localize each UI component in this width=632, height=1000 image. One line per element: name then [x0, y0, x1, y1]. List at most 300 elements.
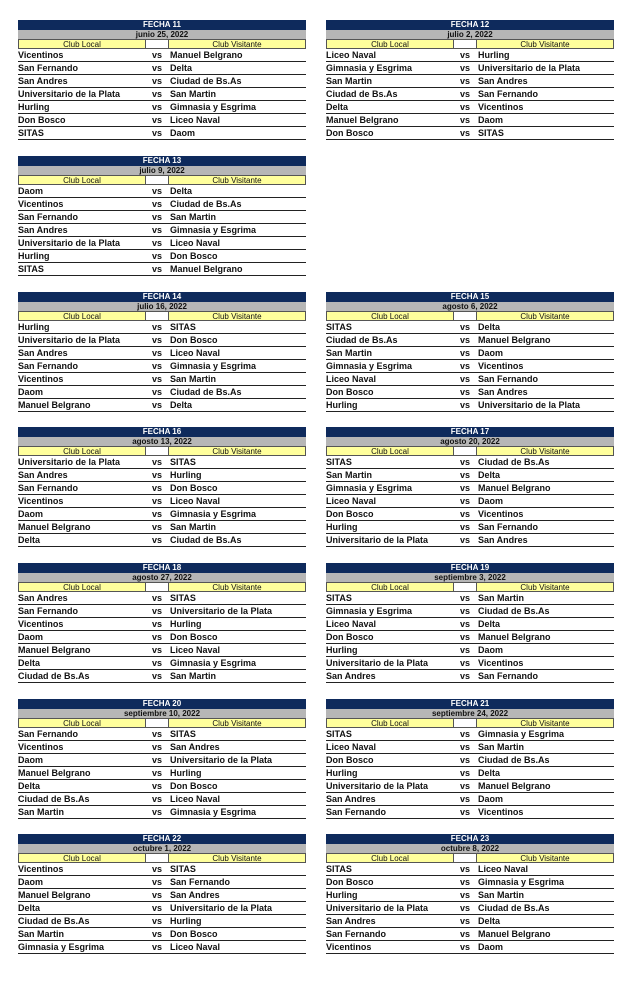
vs-label: vs	[460, 742, 471, 752]
away-team: Gimnasia y Esgrima	[478, 877, 565, 887]
fecha-block	[18, 20, 306, 140]
header-local: Club Local	[326, 311, 454, 321]
match-row	[326, 75, 614, 88]
fecha-date: agosto 27, 2022	[18, 573, 306, 582]
home-team: Hurling	[18, 102, 50, 112]
match-row	[326, 386, 614, 399]
vs-label: vs	[460, 619, 471, 629]
away-team: Hurling	[170, 916, 202, 926]
fecha-title: FECHA 23	[326, 834, 614, 844]
home-team: Gimnasia y Esgrima	[18, 942, 105, 952]
header-visitante: Club Visitante	[476, 39, 614, 49]
home-team: SITAS	[326, 729, 352, 739]
vs-label: vs	[460, 794, 471, 804]
header-spacer	[146, 582, 168, 592]
header-spacer	[454, 853, 476, 863]
home-team: Hurling	[326, 890, 358, 900]
match-row	[326, 127, 614, 140]
vs-label: vs	[460, 63, 471, 73]
column-header	[18, 311, 306, 321]
home-team: Liceo Naval	[326, 619, 377, 629]
vs-label: vs	[460, 864, 471, 874]
match-row	[18, 806, 306, 819]
home-team: Manuel Belgrano	[18, 768, 91, 778]
match-row	[326, 631, 614, 644]
match-row	[18, 767, 306, 780]
match-row	[18, 534, 306, 547]
away-team: Ciudad de Bs.As	[170, 387, 242, 397]
vs-label: vs	[152, 348, 163, 358]
away-team: Delta	[478, 619, 501, 629]
fecha-date: septiembre 10, 2022	[18, 709, 306, 718]
fecha-date: octubre 8, 2022	[326, 844, 614, 853]
match-row	[18, 373, 306, 386]
fecha-title: FECHA 17	[326, 427, 614, 437]
header-local: Club Local	[326, 39, 454, 49]
home-team: Don Bosco	[326, 128, 374, 138]
vs-label: vs	[152, 89, 163, 99]
away-team: Hurling	[170, 470, 202, 480]
fecha-block	[326, 834, 614, 954]
away-team: Manuel Belgrano	[170, 50, 243, 60]
away-team: Liceo Naval	[170, 238, 221, 248]
home-team: Ciudad de Bs.As	[326, 89, 398, 99]
match-row	[326, 508, 614, 521]
home-team: SITAS	[18, 128, 44, 138]
away-team: San Andres	[170, 890, 220, 900]
header-local: Club Local	[326, 718, 454, 728]
match-row	[18, 101, 306, 114]
home-team: Vicentinos	[18, 50, 64, 60]
home-team: Universitario de la Plata	[326, 658, 429, 668]
match-row	[326, 780, 614, 793]
away-team: Universitario de la Plata	[170, 903, 273, 913]
vs-label: vs	[152, 212, 163, 222]
home-team: San Martin	[326, 348, 373, 358]
header-visitante: Club Visitante	[168, 718, 306, 728]
home-team: Universitario de la Plata	[18, 89, 121, 99]
home-team: Gimnasia y Esgrima	[326, 483, 413, 493]
header-visitante: Club Visitante	[168, 175, 306, 185]
vs-label: vs	[152, 76, 163, 86]
fecha-date: junio 25, 2022	[18, 30, 306, 39]
home-team: San Fernando	[326, 929, 387, 939]
home-team: San Andres	[326, 916, 376, 926]
header-visitante: Club Visitante	[476, 446, 614, 456]
home-team: Daom	[18, 755, 44, 765]
home-team: Don Bosco	[326, 632, 374, 642]
vs-label: vs	[152, 619, 163, 629]
away-team: Vicentinos	[478, 807, 524, 817]
match-row	[326, 915, 614, 928]
vs-label: vs	[460, 76, 471, 86]
home-team: San Fernando	[18, 63, 79, 73]
match-row	[326, 88, 614, 101]
fecha-block	[18, 292, 306, 412]
fecha-date: agosto 20, 2022	[326, 437, 614, 446]
vs-label: vs	[152, 942, 163, 952]
home-team: San Fernando	[18, 212, 79, 222]
away-team: Vicentinos	[478, 658, 524, 668]
home-team: Universitario de la Plata	[326, 781, 429, 791]
away-team: Hurling	[170, 619, 202, 629]
match-row	[326, 373, 614, 386]
vs-label: vs	[152, 102, 163, 112]
vs-label: vs	[460, 916, 471, 926]
fecha-date: agosto 13, 2022	[18, 437, 306, 446]
vs-label: vs	[460, 606, 471, 616]
away-team: Vicentinos	[478, 509, 524, 519]
vs-label: vs	[152, 606, 163, 616]
vs-label: vs	[460, 361, 471, 371]
match-row	[18, 263, 306, 276]
fecha-date: octubre 1, 2022	[18, 844, 306, 853]
vs-label: vs	[152, 522, 163, 532]
match-row	[18, 754, 306, 767]
home-team: San Andres	[18, 76, 68, 86]
vs-label: vs	[152, 742, 163, 752]
vs-label: vs	[460, 903, 471, 913]
column-header	[18, 175, 306, 185]
match-row	[326, 534, 614, 547]
match-row	[18, 793, 306, 806]
home-team: San Andres	[18, 593, 68, 603]
vs-label: vs	[152, 671, 163, 681]
vs-label: vs	[152, 877, 163, 887]
match-row	[18, 876, 306, 889]
home-team: San Fernando	[18, 361, 79, 371]
home-team: Vicentinos	[18, 199, 64, 209]
vs-label: vs	[460, 483, 471, 493]
match-row	[18, 347, 306, 360]
away-team: San Martin	[170, 89, 217, 99]
away-team: Gimnasia y Esgrima	[478, 729, 565, 739]
away-team: San Andres	[478, 76, 528, 86]
away-team: Don Bosco	[170, 483, 218, 493]
match-row	[326, 62, 614, 75]
vs-label: vs	[152, 335, 163, 345]
match-row	[18, 618, 306, 631]
home-team: Manuel Belgrano	[18, 890, 91, 900]
fecha-title: FECHA 14	[18, 292, 306, 302]
column-header	[326, 582, 614, 592]
fecha-block	[18, 834, 306, 954]
match-row	[326, 347, 614, 360]
header-spacer	[454, 311, 476, 321]
away-team: Manuel Belgrano	[478, 632, 551, 642]
away-team: Delta	[170, 400, 193, 410]
away-team: Gimnasia y Esgrima	[170, 361, 257, 371]
away-team: Ciudad de Bs.As	[478, 903, 550, 913]
header-spacer	[146, 175, 168, 185]
match-row	[326, 321, 614, 334]
fecha-title: FECHA 19	[326, 563, 614, 573]
vs-label: vs	[152, 807, 163, 817]
match-row	[326, 334, 614, 347]
home-team: Universitario de la Plata	[18, 457, 121, 467]
vs-label: vs	[152, 470, 163, 480]
match-row	[326, 495, 614, 508]
home-team: Daom	[18, 877, 44, 887]
away-team: Manuel Belgrano	[478, 781, 551, 791]
fecha-date: septiembre 3, 2022	[326, 573, 614, 582]
home-team: Hurling	[18, 251, 50, 261]
away-team: Delta	[478, 768, 501, 778]
away-team: Liceo Naval	[170, 348, 221, 358]
match-row	[18, 198, 306, 211]
fecha-block	[326, 699, 614, 819]
vs-label: vs	[152, 729, 163, 739]
away-team: San Andres	[478, 387, 528, 397]
header-visitante: Club Visitante	[168, 582, 306, 592]
header-visitante: Club Visitante	[168, 39, 306, 49]
match-row	[18, 780, 306, 793]
header-local: Club Local	[18, 582, 146, 592]
vs-label: vs	[460, 658, 471, 668]
home-team: Gimnasia y Esgrima	[326, 361, 413, 371]
vs-label: vs	[152, 768, 163, 778]
away-team: Universitario de la Plata	[170, 755, 273, 765]
away-team: Vicentinos	[478, 361, 524, 371]
home-team: Manuel Belgrano	[18, 400, 91, 410]
fecha-title: FECHA 12	[326, 20, 614, 30]
away-team: SITAS	[170, 864, 196, 874]
vs-label: vs	[152, 199, 163, 209]
away-team: Manuel Belgrano	[170, 264, 243, 274]
home-team: San Andres	[326, 794, 376, 804]
away-team: Daom	[478, 348, 504, 358]
away-team: Gimnasia y Esgrima	[170, 807, 257, 817]
fecha-title: FECHA 11	[18, 20, 306, 30]
home-team: Manuel Belgrano	[18, 645, 91, 655]
home-team: Don Bosco	[326, 877, 374, 887]
home-team: Delta	[326, 102, 349, 112]
away-team: Liceo Naval	[170, 496, 221, 506]
header-spacer	[146, 446, 168, 456]
fecha-block	[18, 156, 306, 276]
match-row	[18, 644, 306, 657]
away-team: San Martin	[170, 374, 217, 384]
match-row	[18, 592, 306, 605]
vs-label: vs	[460, 890, 471, 900]
vs-label: vs	[460, 535, 471, 545]
away-team: Manuel Belgrano	[478, 335, 551, 345]
column-header	[18, 718, 306, 728]
away-team: Ciudad de Bs.As	[170, 199, 242, 209]
home-team: San Martin	[326, 76, 373, 86]
home-team: San Fernando	[18, 483, 79, 493]
vs-label: vs	[152, 916, 163, 926]
match-row	[326, 469, 614, 482]
vs-label: vs	[460, 322, 471, 332]
match-row	[18, 237, 306, 250]
match-row	[18, 211, 306, 224]
home-team: San Fernando	[18, 729, 79, 739]
fecha-title: FECHA 20	[18, 699, 306, 709]
away-team: San Andres	[478, 535, 528, 545]
home-team: Vicentinos	[18, 374, 64, 384]
away-team: Liceo Naval	[170, 645, 221, 655]
header-visitante: Club Visitante	[476, 582, 614, 592]
away-team: San Fernando	[478, 374, 539, 384]
vs-label: vs	[460, 729, 471, 739]
header-local: Club Local	[18, 175, 146, 185]
vs-label: vs	[460, 115, 471, 125]
vs-label: vs	[152, 890, 163, 900]
column-header	[326, 39, 614, 49]
fecha-block	[326, 427, 614, 547]
match-row	[18, 399, 306, 412]
home-team: Daom	[18, 387, 44, 397]
vs-label: vs	[152, 483, 163, 493]
match-row	[18, 482, 306, 495]
home-team: Hurling	[326, 400, 358, 410]
vs-label: vs	[460, 509, 471, 519]
vs-label: vs	[152, 50, 163, 60]
match-row	[326, 741, 614, 754]
vs-label: vs	[152, 361, 163, 371]
vs-label: vs	[460, 496, 471, 506]
away-team: Ciudad de Bs.As	[478, 606, 550, 616]
vs-label: vs	[460, 50, 471, 60]
home-team: Ciudad de Bs.As	[18, 916, 90, 926]
vs-label: vs	[460, 128, 471, 138]
vs-label: vs	[460, 781, 471, 791]
vs-label: vs	[460, 755, 471, 765]
match-row	[18, 224, 306, 237]
vs-label: vs	[152, 535, 163, 545]
vs-label: vs	[460, 457, 471, 467]
column-header	[326, 446, 614, 456]
vs-label: vs	[460, 387, 471, 397]
vs-label: vs	[152, 755, 163, 765]
away-team: Ciudad de Bs.As	[170, 535, 242, 545]
vs-label: vs	[460, 470, 471, 480]
home-team: Gimnasia y Esgrima	[326, 63, 413, 73]
home-team: Universitario de la Plata	[326, 535, 429, 545]
home-team: Delta	[18, 658, 41, 668]
match-row	[18, 334, 306, 347]
column-header	[18, 853, 306, 863]
vs-label: vs	[460, 632, 471, 642]
away-team: San Fernando	[478, 522, 539, 532]
away-team: Don Bosco	[170, 632, 218, 642]
match-row	[18, 49, 306, 62]
vs-label: vs	[152, 128, 163, 138]
away-team: San Martin	[478, 742, 525, 752]
home-team: Daom	[18, 509, 44, 519]
fecha-title: FECHA 16	[18, 427, 306, 437]
fecha-date: agosto 6, 2022	[326, 302, 614, 311]
home-team: Don Bosco	[326, 755, 374, 765]
match-row	[18, 863, 306, 876]
vs-label: vs	[460, 522, 471, 532]
home-team: SITAS	[18, 264, 44, 274]
vs-label: vs	[152, 387, 163, 397]
match-row	[18, 62, 306, 75]
fecha-date: julio 16, 2022	[18, 302, 306, 311]
home-team: San Martin	[326, 470, 373, 480]
away-team: SITAS	[478, 128, 504, 138]
home-team: Don Bosco	[326, 387, 374, 397]
match-row	[18, 88, 306, 101]
match-row	[18, 631, 306, 644]
header-visitante: Club Visitante	[168, 311, 306, 321]
column-header	[18, 39, 306, 49]
vs-label: vs	[152, 251, 163, 261]
away-team: Manuel Belgrano	[478, 483, 551, 493]
match-row	[326, 592, 614, 605]
vs-label: vs	[460, 671, 471, 681]
away-team: Don Bosco	[170, 251, 218, 261]
header-local: Club Local	[326, 446, 454, 456]
away-team: Don Bosco	[170, 781, 218, 791]
match-row	[326, 889, 614, 902]
header-visitante: Club Visitante	[476, 853, 614, 863]
away-team: Universitario de la Plata	[478, 400, 581, 410]
away-team: Liceo Naval	[478, 864, 529, 874]
match-row	[326, 521, 614, 534]
match-row	[18, 889, 306, 902]
match-row	[326, 49, 614, 62]
header-local: Club Local	[326, 853, 454, 863]
match-row	[326, 657, 614, 670]
home-team: Delta	[18, 903, 41, 913]
away-team: Ciudad de Bs.As	[478, 755, 550, 765]
vs-label: vs	[152, 374, 163, 384]
home-team: Ciudad de Bs.As	[18, 671, 90, 681]
header-spacer	[146, 311, 168, 321]
home-team: San Martin	[18, 929, 65, 939]
home-team: SITAS	[326, 322, 352, 332]
vs-label: vs	[152, 63, 163, 73]
match-row	[326, 605, 614, 618]
match-row	[18, 670, 306, 683]
home-team: Hurling	[326, 522, 358, 532]
away-team: Gimnasia y Esgrima	[170, 658, 257, 668]
header-local: Club Local	[18, 853, 146, 863]
home-team: Hurling	[18, 322, 50, 332]
away-team: Universitario de la Plata	[170, 606, 273, 616]
away-team: Daom	[478, 794, 504, 804]
vs-label: vs	[460, 102, 471, 112]
match-row	[18, 386, 306, 399]
home-team: Gimnasia y Esgrima	[326, 606, 413, 616]
home-team: San Andres	[18, 225, 68, 235]
home-team: Universitario de la Plata	[18, 335, 121, 345]
match-row	[18, 495, 306, 508]
header-local: Club Local	[18, 446, 146, 456]
header-spacer	[454, 582, 476, 592]
match-row	[18, 114, 306, 127]
fecha-block	[18, 427, 306, 547]
vs-label: vs	[460, 374, 471, 384]
home-team: Daom	[18, 186, 44, 196]
vs-label: vs	[460, 645, 471, 655]
vs-label: vs	[152, 781, 163, 791]
home-team: Liceo Naval	[326, 496, 377, 506]
away-team: Don Bosco	[170, 335, 218, 345]
away-team: Daom	[170, 128, 196, 138]
match-row	[18, 127, 306, 140]
home-team: Universitario de la Plata	[18, 238, 121, 248]
match-row	[18, 915, 306, 928]
vs-label: vs	[460, 929, 471, 939]
match-row	[326, 399, 614, 412]
match-row	[18, 928, 306, 941]
away-team: Delta	[170, 186, 193, 196]
away-team: San Martin	[170, 671, 217, 681]
